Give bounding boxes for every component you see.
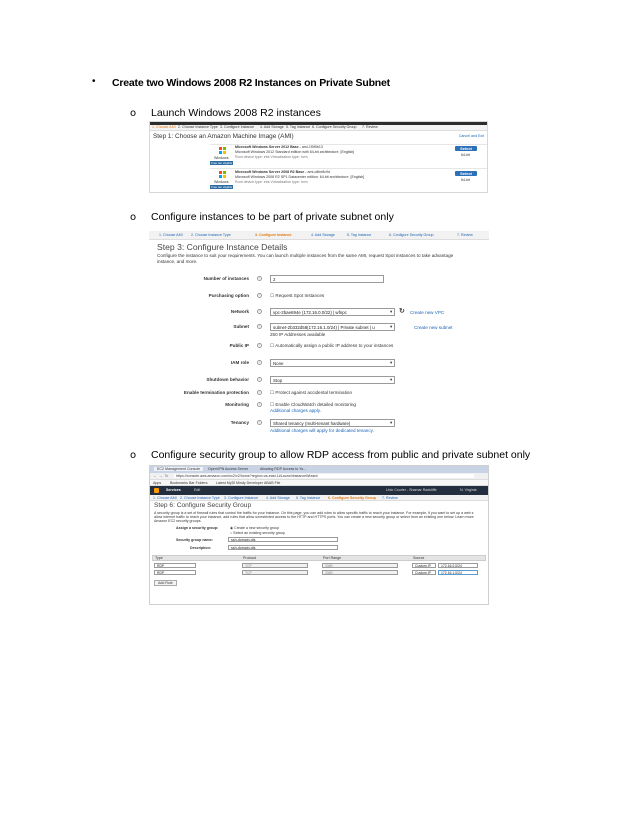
tenancy-select[interactable]	[270, 419, 395, 427]
rule-source-mode[interactable]: Custom IP	[412, 563, 436, 568]
wizard-tab[interactable]: 7. Review	[382, 496, 398, 500]
security-group-screenshot	[149, 465, 489, 605]
field-label: Tenancy	[230, 420, 249, 425]
configure-instance-screenshot	[149, 231, 489, 440]
shot1-title: Step 1: Choose an Amazon Machine Image (AMI)	[153, 133, 294, 140]
bookmark[interactable]: Apps	[153, 481, 162, 485]
sub-marker-b: o	[130, 212, 137, 223]
rule-source-cidr[interactable]: 172.16.1.0/24	[438, 570, 478, 575]
browser-tabs	[150, 466, 489, 473]
ami-os-label: Windows	[214, 180, 229, 184]
select-value: Stop	[273, 378, 283, 383]
wizard-tabs	[149, 231, 489, 240]
select-value: None	[273, 361, 284, 366]
ami-arch: 64-bit	[461, 178, 470, 182]
wizard-tab[interactable]: 4. Add Storage	[311, 233, 335, 237]
services-menu[interactable]: Services	[166, 488, 181, 492]
browser-tab[interactable]: OpenVPN Access Server	[208, 467, 249, 471]
sub-marker-a: o	[130, 108, 137, 119]
wizard-tabs	[150, 495, 489, 501]
number-of-instances-input[interactable]: 2	[270, 275, 384, 283]
info-icon[interactable]: i	[257, 377, 262, 382]
region-menu[interactable]: N. Virginia	[460, 488, 477, 492]
ami-name-text: Microsoft Windows Server 2012 Base	[235, 145, 299, 149]
assign-sg-label: Assign a security group:	[176, 526, 219, 530]
rule-type-select[interactable]: RDP	[154, 570, 196, 575]
ami-id: ami-c8be8c9d	[307, 170, 331, 174]
field-label: IAM role	[230, 360, 249, 365]
shot3-intro: allow internet traffic to reach your instance, add rules that allow unrestricted access to the HTTP and HTTPS ports. You can create a new security group or select from an existing one below. Learn more	[154, 515, 474, 519]
ami-os-label: Windows	[214, 156, 229, 160]
column-header: Port Range	[323, 556, 342, 560]
wizard-tab[interactable]: 5. Tag Instance	[296, 496, 321, 500]
select-ami-button[interactable]: Select	[455, 171, 477, 176]
chevron-down-icon: ▾	[390, 324, 393, 329]
aws-header	[150, 486, 489, 495]
wizard-tab[interactable]: 2. Choose Instance Type	[178, 125, 218, 129]
spot-instance-checkbox[interactable]: ☐ Request Spot Instances	[270, 293, 325, 298]
column-header: Source	[413, 556, 425, 560]
ami-name-text: Microsoft Windows Server 2008 R2 Base	[235, 170, 305, 174]
wizard-tab[interactable]: 4. Add Storage	[260, 125, 284, 129]
free-tier-badge: Free tier eligible	[211, 161, 233, 165]
ami-id: ami-1f0f0b13	[301, 145, 323, 149]
info-icon[interactable]: i	[257, 343, 262, 348]
shot3-intro: Amazon EC2 security groups.	[154, 519, 202, 523]
wizard-tab[interactable]: 3. Configure Instance	[224, 496, 259, 500]
existing-sg-radio[interactable]: ○ Select an existing security group	[230, 531, 285, 535]
wizard-tab-active[interactable]: 3. Configure Instance	[255, 233, 292, 237]
shot3-title: Step 6: Configure Security Group	[154, 502, 252, 509]
back-icon[interactable]: ←	[153, 474, 157, 478]
iam-role-select[interactable]	[270, 359, 395, 367]
shutdown-behavior-select[interactable]	[270, 376, 395, 384]
edit-menu[interactable]: Edit	[194, 488, 201, 492]
bookmark[interactable]: Latest MyDI	[216, 481, 236, 485]
wizard-tab[interactable]: 2. Choose Instance Type	[180, 496, 220, 500]
shot3-intro: A security group is a set of firewall rules that control the traffic for your instance. On this page, you can add rules to allow specific traffic to reach your instance. For example, if you want to set up a web s	[154, 511, 474, 515]
shot2-intro-2: instance, and more.	[157, 259, 198, 264]
rule-source-mode[interactable]: Custom IP	[412, 570, 436, 575]
description-label: Description:	[190, 546, 211, 550]
wizard-tab[interactable]: 1. Choose AMI	[159, 233, 183, 237]
info-icon[interactable]: i	[257, 402, 262, 407]
step-c-text: Configure security group to allow RDP access from public and private subnet only	[151, 449, 531, 461]
column-header: Protocol	[243, 556, 257, 560]
subnet-ip-note: 250 IP Addresses available	[270, 332, 326, 337]
wizard-tab[interactable]: 1. Choose AMI	[153, 496, 177, 500]
select-value: Shared tenancy (multi-tenant hardware)	[273, 421, 351, 426]
wizard-tab[interactable]: 7. Review	[457, 233, 473, 237]
wizard-tabs	[150, 125, 488, 131]
shot2-title: Step 3: Configure Instance Details	[157, 242, 288, 252]
select-value: vpc-2bae694e (172.16.0.0/22) | wfnpc	[273, 310, 347, 315]
ami-meta: Root device type: ebs Virtualization type: hvm	[235, 155, 308, 159]
wizard-tab[interactable]: 1. Choose AMI	[152, 125, 176, 129]
field-label: Purchasing option	[208, 293, 249, 298]
select-value: subnet-2b332d58(172.16.1.0/24) | Private subnet | u	[273, 325, 375, 330]
step-a-text: Launch Windows 2008 R2 instances	[151, 107, 321, 119]
public-ip-checkbox[interactable]: ☐ Automatically assign a public IP address to your instances	[270, 343, 394, 348]
chevron-down-icon: ▾	[390, 420, 393, 425]
field-label: Monitoring	[225, 402, 249, 407]
rule-protocol: TCP	[242, 563, 308, 568]
rule-port-range: 3389	[322, 570, 398, 575]
windows-logo-icon	[219, 171, 226, 178]
info-icon[interactable]: i	[257, 360, 262, 365]
wizard-tab[interactable]: 5. Tag Instance	[347, 233, 372, 237]
windows-logo-icon	[219, 147, 226, 154]
add-rule-button[interactable]: Add Rule	[154, 580, 177, 586]
shot2-intro: Configure the instance to suit your requirements. You can launch multiple instances from the same AMI, request Spot instances to take advantage	[157, 253, 454, 258]
select-ami-button[interactable]: Select	[455, 146, 477, 151]
radio-label: Select an existing security group	[233, 531, 285, 535]
checkbox-label: Enable CloudWatch detailed monitoring	[275, 402, 356, 407]
field-label: Number of instances	[203, 276, 249, 281]
field-label: Enable termination protection	[183, 390, 249, 395]
ami-arch: 64-bit	[461, 153, 470, 157]
description-input[interactable]: ssh-domain-dis	[228, 545, 338, 550]
info-icon[interactable]: i	[257, 390, 262, 395]
section-heading: Create two Windows 2008 R2 Instances on Private Subnet	[112, 77, 390, 89]
sg-name-input[interactable]: ssh-domain-dis	[228, 537, 338, 542]
refresh-icon[interactable]: ↻	[399, 308, 405, 315]
wizard-tab[interactable]: 6. Configure Security Group	[389, 233, 434, 237]
ami-desc: Microsoft Windows 2008 R2 SP1 Datacenter edition. 64-bit architecture. [English]	[235, 175, 365, 179]
bookmark[interactable]: ABAB File	[264, 481, 281, 485]
rule-source-cidr[interactable]: 172.16.0.0/24	[438, 563, 478, 568]
field-label: Public IP	[229, 343, 249, 348]
chevron-down-icon: ▾	[390, 360, 393, 365]
network-select[interactable]	[270, 308, 395, 316]
new-sg-radio[interactable]: ◉ Create a new security group	[230, 526, 280, 530]
wizard-tab[interactable]: 4. Add Storage	[266, 496, 290, 500]
chevron-down-icon: ▾	[390, 309, 393, 314]
browser-tab[interactable]: EC2 Management Console	[154, 467, 203, 471]
subnet-select[interactable]	[270, 323, 395, 331]
checkbox-label: Protect against accidental termination	[275, 390, 353, 395]
bookmark[interactable]: Bookmarks Bar Folders	[170, 481, 208, 485]
tenancy-charges-note[interactable]: Additional charges will apply for dedicated tenancy.	[270, 428, 374, 433]
field-label: Shutdown behavior	[206, 377, 249, 382]
ami-screenshot	[149, 121, 488, 193]
rules-table-header	[152, 555, 486, 561]
wizard-tab-active[interactable]: 6. Configure Security Group	[328, 496, 376, 500]
create-subnet-link[interactable]: Create new subnet	[414, 325, 453, 330]
bookmark[interactable]: Mindy Developer	[236, 481, 263, 485]
checkbox-label: Request Spot Instances	[275, 293, 325, 298]
account-menu[interactable]: Unix Courier - Shamar Radcliffe	[386, 488, 437, 492]
rule-port-range: 3389	[322, 563, 398, 568]
info-icon[interactable]: i	[257, 309, 262, 314]
ami-name: Microsoft Windows Server 2012 Base - ami-1f0f0b13	[235, 145, 323, 149]
aws-logo-icon[interactable]	[154, 488, 159, 493]
wizard-tab[interactable]: 7. Review	[362, 125, 378, 129]
monitoring-charges-note[interactable]: Additional charges apply.	[270, 408, 321, 413]
address-bar	[150, 473, 489, 480]
ami-meta: Root device type: ebs Virtualization type: hvm	[235, 180, 308, 184]
info-icon[interactable]: i	[257, 293, 262, 298]
browser-tab[interactable]: Allowing RDP Access to Yo...	[260, 467, 307, 471]
rule-type-select[interactable]: RDP	[154, 563, 196, 568]
wizard-tab[interactable]: 2. Choose Instance Type	[191, 233, 231, 237]
field-label: Network	[230, 309, 249, 314]
forward-icon[interactable]: →	[159, 474, 163, 478]
bullet-marker: •	[92, 76, 96, 87]
radio-label: Create a new security group	[234, 526, 280, 530]
info-icon[interactable]: i	[257, 276, 262, 281]
free-tier-badge: Free tier eligible	[211, 185, 233, 189]
chevron-down-icon: ▾	[390, 377, 393, 382]
ami-name: Microsoft Windows Server 2008 R2 Base - ami-c8be8c9d	[235, 170, 331, 174]
reload-icon[interactable]: ↻	[165, 474, 169, 478]
rule-protocol: TCP	[242, 570, 308, 575]
create-vpc-link[interactable]: Create new VPC	[410, 310, 445, 315]
info-icon[interactable]: i	[257, 324, 262, 329]
monitoring-checkbox[interactable]: ☐ Enable CloudWatch detailed monitoring	[270, 402, 356, 407]
checkbox-label: Automatically assign a public IP address to your instances	[275, 343, 394, 348]
sub-marker-c: o	[130, 450, 137, 461]
field-label: Subnet	[233, 324, 249, 329]
termination-checkbox[interactable]: ☐ Protect against accidental termination	[270, 390, 353, 395]
wizard-tab[interactable]: 5. Tag Instance	[286, 125, 311, 129]
step-b-text: Configure instances to be part of private subnet only	[151, 211, 394, 223]
table-row	[152, 562, 486, 569]
column-header: Type	[155, 556, 163, 560]
wizard-tab[interactable]: 3. Configure Instance	[220, 125, 255, 129]
table-row	[152, 569, 486, 576]
sg-name-label: Security group name:	[176, 538, 213, 542]
info-icon[interactable]: i	[257, 420, 262, 425]
url-text[interactable]: https://console.aws.amazon.com/ec2/v2/home?region=us-east-1#LaunchInstanceWizard:	[174, 474, 474, 478]
cancel-exit-link[interactable]: Cancel and Exit	[458, 134, 484, 138]
wizard-tab[interactable]: 6. Configure Security Group	[312, 125, 357, 129]
ami-desc: Microsoft Windows 2012 Standard edition with 64-bit architecture. [English]	[235, 150, 355, 154]
